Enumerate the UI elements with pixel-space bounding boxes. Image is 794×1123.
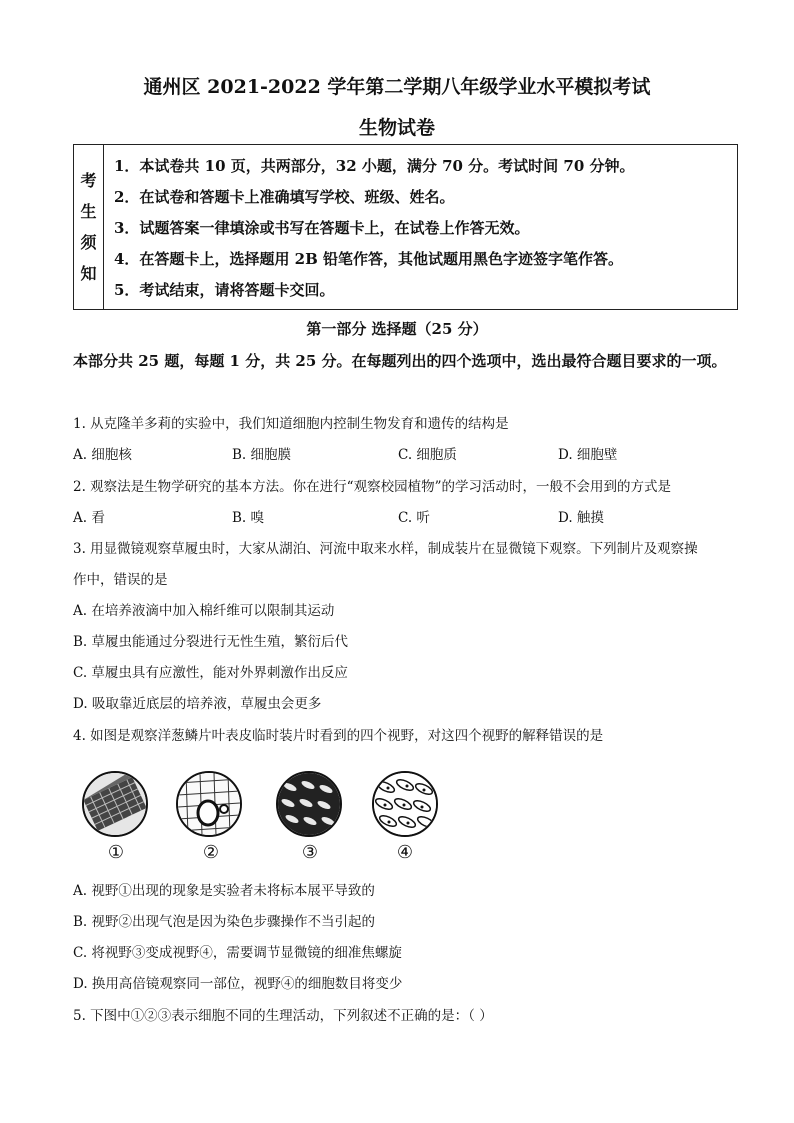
q2-option-c: C. 听 <box>398 510 430 526</box>
q1-option-d: D. 细胞壁 <box>558 447 618 463</box>
notice-item: 4．在答题卡上，选择题用 2B 铅笔作答，其他试题用黑色字迹签字笔作答。 <box>114 250 623 268</box>
q2-option-b: B. 嗅 <box>232 510 265 526</box>
q3-option-d: D. 吸取靠近底层的培养液，草履虫会更多 <box>73 696 322 712</box>
notice-label-char: 生 <box>80 202 97 221</box>
q4-option-a: A. 视野①出现的现象是实验者未将标本展平导致的 <box>73 883 375 899</box>
figure-label-3: ③ <box>301 842 319 863</box>
question-4-stem: 4. 如图是观察洋葱鳞片叶表皮临时装片时看到的四个视野，对这四个视野的解释错误的是 <box>73 728 604 744</box>
q2-option-a: A. 看 <box>73 510 105 526</box>
q4-option-d: D. 换用高倍镜观察同一部位，视野④的细胞数目将变少 <box>73 976 403 992</box>
notice-label-char: 知 <box>80 264 97 283</box>
q1-option-b: B. 细胞膜 <box>232 447 292 463</box>
notice-item: 3．试题答案一律填涂或书写在答题卡上，在试卷上作答无效。 <box>114 219 530 237</box>
section-title: 第一部分 选择题（25 分） <box>306 320 488 338</box>
question-1-stem: 1. 从克隆羊多莉的实验中，我们知道细胞内控制生物发育和遗传的结构是 <box>73 416 509 432</box>
field-of-view-1-image <box>82 771 148 837</box>
figure-label-2: ② <box>202 842 220 863</box>
figure-label-4: ④ <box>396 842 414 863</box>
q1-option-c: C. 细胞质 <box>398 447 457 463</box>
section-intro: 本部分共 25 题，每题 1 分，共 25 分。在每题列出的四个选项中，选出最符合题目要求的一项。 <box>73 352 727 370</box>
q4-option-c: C. 将视野③变成视野④，需要调节显微镜的细准焦螺旋 <box>73 945 402 961</box>
q1-option-a: A. 细胞核 <box>73 447 132 463</box>
exam-subtitle: 生物试卷 <box>358 117 435 139</box>
field-of-view-4-image <box>372 771 438 837</box>
notice-label-char: 考 <box>80 171 97 190</box>
figure-label-1: ① <box>107 842 125 863</box>
question-3-stem-cont: 作中，错误的是 <box>73 572 168 588</box>
field-of-view-2-image <box>176 771 242 837</box>
question-3-stem: 3. 用显微镜观察草履虫时，大家从湖泊、河流中取来水样，制成装片在显微镜下观察。下列制片及观察操 <box>73 541 698 557</box>
notice-item: 2．在试卷和答题卡上准确填写学校、班级、姓名。 <box>114 188 455 206</box>
q4-option-b: B. 视野②出现气泡是因为染色步骤操作不当引起的 <box>73 914 376 930</box>
q3-option-b: B. 草履虫能通过分裂进行无性生殖，繁衍后代 <box>73 634 349 650</box>
q3-option-a: A. 在培养液滴中加入棉纤维可以限制其运动 <box>73 603 335 619</box>
notice-item: 1．本试卷共 10 页，共两部分，32 小题，满分 70 分。考试时间 70 分钟。 <box>114 157 635 175</box>
notice-item: 5．考试结束，请将答题卡交回。 <box>114 281 335 299</box>
question-2-stem: 2. 观察法是生物学研究的基本方法。你在进行“观察校园植物”的学习活动时，一般不会用到的方式是 <box>73 479 671 495</box>
notice-label-char: 须 <box>80 233 97 252</box>
notice-label <box>74 145 104 309</box>
notice-items <box>114 151 635 306</box>
exam-title: 通州区 2021-2022 学年第二学期八年级学业水平模拟考试 <box>143 76 651 98</box>
question-5-stem: 5. 下图中①②③表示细胞不同的生理活动，下列叙述不正确的是：（ ） <box>73 1008 493 1024</box>
field-of-view-3-image <box>276 771 342 837</box>
candidate-notice-box <box>73 144 738 310</box>
q2-option-d: D. 触摸 <box>558 510 604 526</box>
q3-option-c: C. 草履虫具有应激性，能对外界刺激作出反应 <box>73 665 348 681</box>
